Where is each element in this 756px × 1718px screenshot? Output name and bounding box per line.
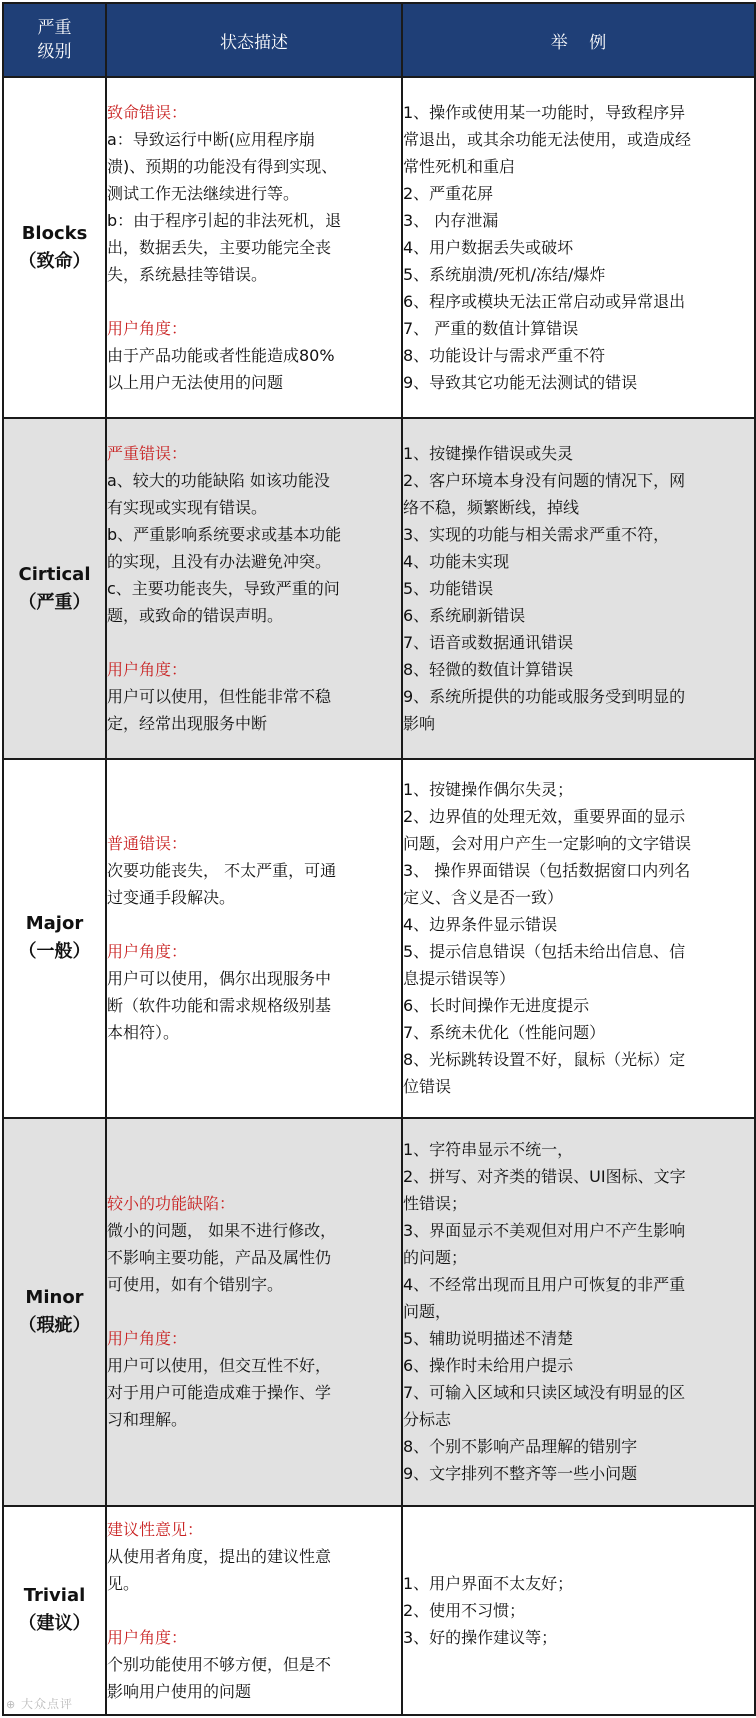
example-cell (402, 77, 755, 418)
severity-row-cirtical (3, 418, 755, 758)
user-perspective-line: 用户可以使用，但交互性不好， (107, 1356, 332, 1376)
severity-row-major (3, 759, 755, 1118)
example-line: 2、严重花屏 (403, 184, 494, 204)
example-line: 4、用户数据丢失或破坏 (403, 238, 574, 258)
severity-level-cn: （严重） (18, 591, 91, 613)
example-line: 8、光标跳转设置不好，鼠标（光标）定 (403, 1050, 686, 1070)
desc-line: 有实现或实现有错误。 (107, 498, 268, 518)
severity-level-cn: （瑕疵） (18, 1314, 91, 1336)
example-cell (402, 418, 755, 758)
example-line: 5、提示信息错误（包括未给出信息、信 (403, 942, 686, 962)
user-perspective-line: 定，经常出现服务中断 (107, 714, 268, 734)
example-line: 位错误 (403, 1077, 452, 1097)
desc-line: a：导致运行中断(应用程序崩 (107, 130, 316, 150)
desc-line: 溃)、预期的功能没有得到实现、 (107, 157, 338, 177)
status-description-cell (106, 1118, 402, 1506)
user-perspective-line: 以上用户无法使用的问题 (107, 373, 284, 393)
desc-spacer (107, 1298, 401, 1325)
user-perspective-line: 对于用户可能造成难于操作、学 (107, 1383, 332, 1403)
example-line: 3、界面显示不美观但对用户不产生影响 (403, 1221, 686, 1241)
example-line: 8、个别不影响产品理解的错别字 (403, 1437, 638, 1457)
example-line: 问题， (403, 1302, 452, 1322)
desc-line: 次要功能丧失， 不太严重，可通 (107, 861, 337, 881)
user-perspective-line: 用户可以使用，偶尔出现服务中 (107, 969, 332, 989)
desc-spacer (107, 1597, 401, 1624)
example-line: 2、客户环境本身没有问题的情况下，网 (403, 471, 686, 491)
example-line: 1、字符串显示不统一， (403, 1140, 574, 1160)
user-perspective-title: 用户角度： (107, 319, 188, 339)
example-cell (402, 1118, 755, 1506)
severity-level-en: Cirtical (18, 563, 91, 585)
example-line: 4、边界条件显示错误 (403, 915, 558, 935)
example-line: 9、导致其它功能无法测试的错误 (403, 373, 638, 393)
desc-line: 可使用，如有个错别字。 (107, 1275, 284, 1295)
severity-row-minor (3, 1118, 755, 1506)
example-line: 1、用户界面不太友好； (403, 1573, 574, 1593)
desc-line: b：由于程序引起的非法死机，退 (107, 211, 342, 231)
severity-level-en: Major (25, 913, 84, 935)
example-line: 2、边界值的处理无效，重要界面的显示 (403, 807, 686, 827)
example-line: 6、操作时未给用户提示 (403, 1356, 574, 1376)
severity-level-cell (3, 418, 106, 758)
user-perspective-title: 用户角度： (107, 660, 188, 680)
desc-line: 见。 (107, 1573, 140, 1593)
example-cell (402, 759, 755, 1118)
example-line: 3、好的操作建议等； (403, 1627, 558, 1647)
example-line: 9、文字排列不整齐等一些小问题 (403, 1464, 638, 1484)
desc-spacer (107, 911, 401, 938)
example-line: 7、可输入区域和只读区域没有明显的区 (403, 1383, 686, 1403)
severity-level-en: Minor (25, 1286, 84, 1308)
desc-title: 致命错误： (107, 103, 188, 123)
header-row (3, 3, 755, 77)
user-perspective-line: 本相符）。 (107, 1023, 180, 1043)
status-description-cell (106, 759, 402, 1118)
user-perspective-title: 用户角度： (107, 942, 188, 962)
example-line: 1、按键操作错误或失灵 (403, 444, 574, 464)
example-line: 7、系统未优化（性能问题） (403, 1023, 606, 1043)
header-level-line1: 严重 (37, 18, 72, 38)
desc-line: a、较大的功能缺陷 如该功能没 (107, 471, 330, 491)
user-perspective-title: 用户角度： (107, 1627, 188, 1647)
desc-title: 普通错误： (107, 834, 188, 854)
example-line: 1、操作或使用某一功能时，导致程序异 (403, 103, 686, 123)
header-level-line2: 级别 (37, 42, 72, 62)
example-line: 7、 严重的数值计算错误 (403, 319, 579, 339)
header-level (3, 3, 106, 77)
severity-level-en: Blocks (21, 222, 88, 244)
example-line: 影响 (403, 714, 436, 734)
example-line: 3、 内存泄漏 (403, 211, 499, 231)
desc-line: 不影响主要功能，产品及属性仍 (107, 1248, 332, 1268)
desc-line: c、主要功能丧失，导致严重的问 (107, 579, 340, 599)
user-perspective-line: 习和理解。 (107, 1410, 188, 1430)
status-description-cell (106, 1506, 402, 1715)
watermark-logo: ⊕ 大众点评 (6, 1697, 74, 1711)
user-perspective-title: 用户角度： (107, 1329, 188, 1349)
example-line: 6、长时间操作无进度提示 (403, 996, 590, 1016)
status-description-cell (106, 77, 402, 418)
severity-level-cell (3, 1118, 106, 1506)
desc-title: 建议性意见： (107, 1519, 204, 1539)
example-line: 8、轻微的数值计算错误 (403, 660, 574, 680)
desc-line: 出，数据丢失，主要功能完全丧 (107, 238, 332, 258)
example-line: 2、使用不习惯； (403, 1600, 526, 1620)
example-line: 2、拼写、对齐类的错误、UI图标、文字 (403, 1167, 686, 1187)
example-line: 分标志 (403, 1410, 452, 1430)
severity-level-cell (3, 1506, 106, 1715)
user-perspective-line: 个别功能使用不够方便，但是不 (107, 1654, 332, 1674)
desc-title: 严重错误： (107, 444, 188, 464)
example-line: 定义、含义是否一致） (403, 888, 564, 908)
severity-level-cell (3, 77, 106, 418)
header-example: 举 例 (402, 3, 755, 77)
desc-spacer (107, 288, 401, 315)
desc-line: 从使用者角度，提出的建议性意 (107, 1546, 332, 1566)
desc-title: 较小的功能缺陷： (107, 1194, 236, 1214)
example-line: 常性死机和重启 (403, 157, 516, 177)
watermark-text: 大众点评 (21, 1697, 74, 1711)
desc-line: 的实现，且没有办法避免冲突。 (107, 552, 332, 572)
severity-level-cn: （致命） (18, 250, 91, 272)
user-perspective-line: 用户可以使用，但性能非常不稳 (107, 687, 332, 707)
example-cell (402, 1506, 755, 1715)
example-line: 3、 操作界面错误（包括数据窗口内列名 (403, 861, 691, 881)
severity-table (2, 2, 756, 1716)
example-line: 5、辅助说明描述不清楚 (403, 1329, 574, 1349)
severity-row-trivial (3, 1506, 755, 1715)
example-line: 4、不经常出现而且用户可恢复的非严重 (403, 1275, 686, 1295)
example-line: 6、程序或模块无法正常启动或异常退出 (403, 292, 686, 312)
status-description-cell (106, 418, 402, 758)
desc-line: 过变通手段解决。 (107, 888, 236, 908)
example-line: 常退出，或其余功能无法使用，或造成经 (403, 130, 692, 150)
example-line: 9、系统所提供的功能或服务受到明显的 (403, 687, 686, 707)
example-line: 络不稳，频繁断线，掉线 (403, 498, 580, 518)
desc-line: b、严重影响系统要求或基本功能 (107, 525, 342, 545)
severity-level-cn: （建议） (18, 1613, 91, 1635)
example-line: 7、语音或数据通讯错误 (403, 633, 574, 653)
user-perspective-line: 影响用户使用的问题 (107, 1681, 252, 1701)
desc-line: 测试工作无法继续进行等。 (107, 184, 300, 204)
example-line: 1、按键操作偶尔失灵； (403, 780, 574, 800)
severity-level-cn: （一般） (18, 941, 91, 963)
example-line: 性错误； (403, 1194, 468, 1214)
desc-spacer (107, 629, 401, 656)
example-line: 8、功能设计与需求严重不符 (403, 346, 606, 366)
user-perspective-line: 由于产品功能或者性能造成80% (107, 346, 335, 366)
example-line: 6、系统刷新错误 (403, 606, 526, 626)
example-line: 3、实现的功能与相关需求严重不符， (403, 525, 670, 545)
example-line: 5、功能错误 (403, 579, 494, 599)
severity-level-en: Trivial (23, 1585, 86, 1607)
example-line: 5、系统崩溃/死机/冻结/爆炸 (403, 265, 606, 285)
desc-line: 微小的问题， 如果不进行修改， (107, 1221, 337, 1241)
header-desc: 状态描述 (106, 3, 402, 77)
example-line: 息提示错误等） (403, 969, 516, 989)
example-line: 的问题； (403, 1248, 468, 1268)
example-line: 4、功能未实现 (403, 552, 510, 572)
severity-level-cell (3, 759, 106, 1118)
severity-row-blocks (3, 77, 755, 418)
user-perspective-line: 断（软件功能和需求规格级别基 (107, 996, 332, 1016)
example-line: 问题，会对用户产生一定影响的文字错误 (403, 834, 692, 854)
desc-line: 失，系统悬挂等错误。 (107, 265, 268, 285)
desc-line: 题，或致命的错误声明。 (107, 606, 284, 626)
